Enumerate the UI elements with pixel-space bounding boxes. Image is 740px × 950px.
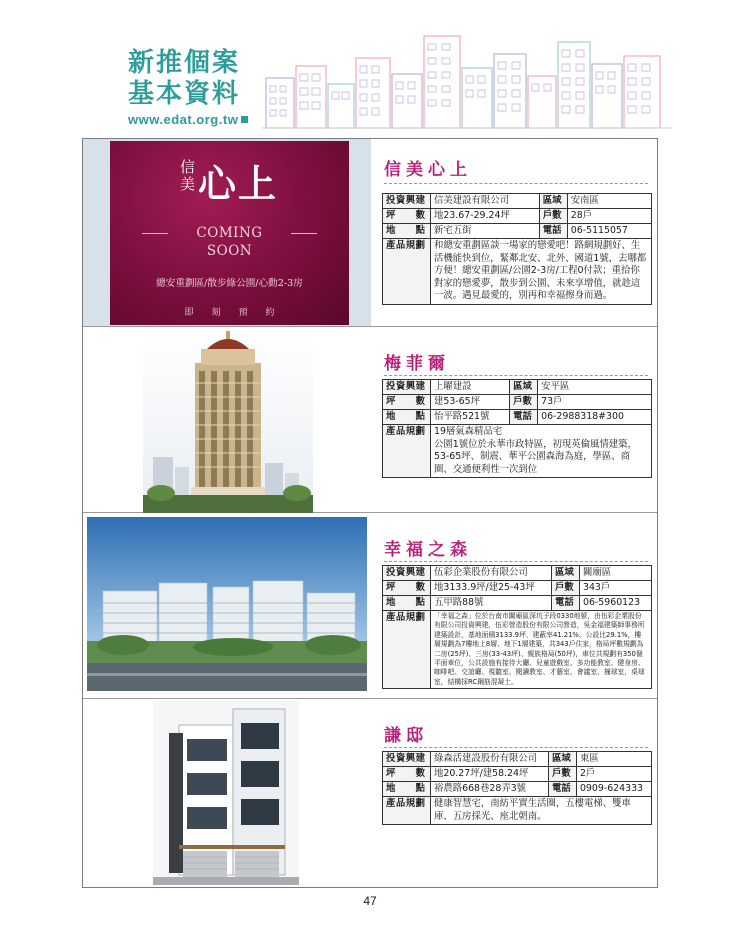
phone-value: 0909-624333 [576, 782, 651, 797]
district-value: 關廟區 [580, 566, 652, 581]
label-plan: 產品規劃 [383, 797, 431, 825]
project-info-table [382, 751, 652, 825]
townhouse-photo [83, 699, 371, 887]
coming-soon-line1: COMING [196, 225, 263, 241]
label-investor: 投資興建 [383, 566, 431, 581]
label-district: 區域 [510, 380, 538, 395]
header-title-line2: 基本資料 [128, 79, 241, 109]
label-phone: 電話 [539, 224, 567, 239]
coming-soon-box [172, 224, 287, 270]
apartment-complex-photo [83, 513, 371, 699]
address-value: 新宅五街 [431, 224, 540, 239]
project-name: 信美心上 [384, 160, 472, 180]
label-area: 坪 數 [383, 209, 431, 224]
header-url [128, 112, 248, 127]
project-image-panel [83, 139, 371, 326]
project-image-panel [83, 327, 371, 512]
coming-soon-line2: SOON [206, 243, 253, 259]
units-value: 28戶 [567, 209, 651, 224]
project-section-2 [83, 327, 657, 513]
investor-value: 伍彩企業股份有限公司 [431, 566, 552, 581]
area-value: 建53-65坪 [431, 395, 510, 410]
label-units: 戶數 [548, 767, 576, 782]
address-value: 五甲路88號 [431, 596, 552, 611]
phone-value: 06-5960123 [580, 596, 652, 611]
project-name: 梅菲爾 [384, 354, 450, 374]
plan-value: 19層氣森精品宅 公園1號位於永華市政特區，初現英倫風情建築，53-65坪、制震、華平公園森海為庭，學區、商圈、交通便利性一次到位 [431, 425, 652, 478]
ad-bottom-text: 即刻預約 [184, 308, 293, 318]
coming-soon-advertisement [110, 141, 349, 325]
label-plan: 產品規劃 [383, 239, 431, 305]
label-units: 戶數 [510, 395, 538, 410]
label-investor: 投資興建 [383, 194, 431, 209]
district-value: 安平區 [538, 380, 652, 395]
label-district: 區域 [548, 752, 576, 767]
plan-value: 「幸福之森」位於台南市關廟區深坑子段0330地號，由伍彩企業股份有限公司投資興建，伍彩營造股份有限公司營造，吳金福建築師事務所建築設計，基地面積3133.9坪、建蔽率41.21%、公設比29.1%，樓層規劃為7樓地上8層、地下1層建築，共343戶住家，格局坪數規劃為二房(25坪)、三房(33-43坪)、親族格局(50坪)，車位共規劃有350個平面車位，公共設施有接待大廳、兒童遊戲室、多功能教室、健身房、咖啡吧、交誼廳、視聽室、閱讀教室、才藝室、會議室、撞球室，桌球室，結構採RC鋼筋混凝土。 [431, 611, 652, 689]
label-area: 坪 數 [383, 581, 431, 596]
label-address: 地 點 [383, 224, 431, 239]
district-value: 東區 [576, 752, 651, 767]
project-image-panel [83, 699, 371, 887]
ad-logo-small-text: 信美 [180, 158, 196, 193]
investor-value: 上曜建設 [431, 380, 510, 395]
ad-slogan: 總安重劃區/散步綠公園/心動2-3房 [156, 278, 303, 289]
label-phone: 電話 [548, 782, 576, 797]
units-value: 73戶 [538, 395, 652, 410]
label-plan: 產品規劃 [383, 611, 431, 689]
address-value: 怡平路521號 [431, 410, 510, 425]
area-value: 地3133.9坪/建25-43坪 [431, 581, 552, 596]
investor-value: 信美建設有限公司 [431, 194, 540, 209]
units-value: 2戶 [576, 767, 651, 782]
project-section-1 [83, 139, 657, 327]
district-value: 安南區 [567, 194, 651, 209]
page-number: 47 [363, 894, 377, 908]
label-phone: 電話 [552, 596, 580, 611]
project-name: 幸福之森 [384, 540, 472, 560]
dashed-divider [384, 183, 648, 184]
header-url-text: www.edat.org.tw [128, 112, 239, 127]
address-value: 裕農路668巷28弄3號 [431, 782, 549, 797]
label-phone: 電話 [510, 410, 538, 425]
project-section-4 [83, 699, 657, 887]
dashed-divider [384, 561, 648, 562]
ad-logo-big-text: 心上 [198, 161, 279, 206]
label-address: 地 點 [383, 596, 431, 611]
label-address: 地 點 [383, 410, 431, 425]
skyline-illustration [262, 28, 672, 130]
phone-value: 06-5115057 [567, 224, 651, 239]
label-units: 戶數 [539, 209, 567, 224]
phone-value: 06-2988318#300 [538, 410, 652, 425]
area-value: 地20.27坪/建58.24坪 [431, 767, 549, 782]
label-district: 區域 [539, 194, 567, 209]
dashed-divider [384, 747, 648, 748]
coming-soon-text [172, 224, 287, 260]
project-info-table [382, 379, 652, 478]
label-units: 戶數 [552, 581, 580, 596]
project-section-3 [83, 513, 657, 699]
page-header-title [128, 48, 263, 110]
label-area: 坪 數 [383, 395, 431, 410]
units-value: 343戶 [580, 581, 652, 596]
label-address: 地 點 [383, 782, 431, 797]
tower-building-photo [83, 327, 371, 513]
project-list-frame [82, 138, 658, 888]
square-bullet-icon [241, 116, 248, 123]
label-investor: 投資興建 [383, 752, 431, 767]
plan-value: 健康智慧宅，南紡平實生活圈，五樓電梯、雙車庫、五房採光、座北朝南。 [431, 797, 652, 825]
project-info-table [382, 193, 652, 305]
project-image-panel [83, 513, 371, 698]
label-district: 區域 [552, 566, 580, 581]
investor-value: 綠森活建設股份有限公司 [431, 752, 549, 767]
label-area: 坪 數 [383, 767, 431, 782]
project-info-table [382, 565, 652, 689]
header-title-line1: 新推個案 [128, 48, 241, 78]
plan-value: 和總安重劃區談一場家的戀愛吧！路網規劃好、生活機能快到位，緊鄰北安、北外、國道1號，去哪都方便！總安重劃區/公園2-3房/工程0付款；重拾你對家的戀愛夢，散步到公園、未來享增值，就趁這一波。遇見最愛的，別再和幸福擦身而過。 [431, 239, 652, 305]
dashed-divider [384, 375, 648, 376]
project-name: 謙邸 [384, 726, 428, 746]
label-investor: 投資興建 [383, 380, 431, 395]
area-value: 地23.67-29.24坪 [431, 209, 540, 224]
label-plan: 產品規劃 [383, 425, 431, 478]
